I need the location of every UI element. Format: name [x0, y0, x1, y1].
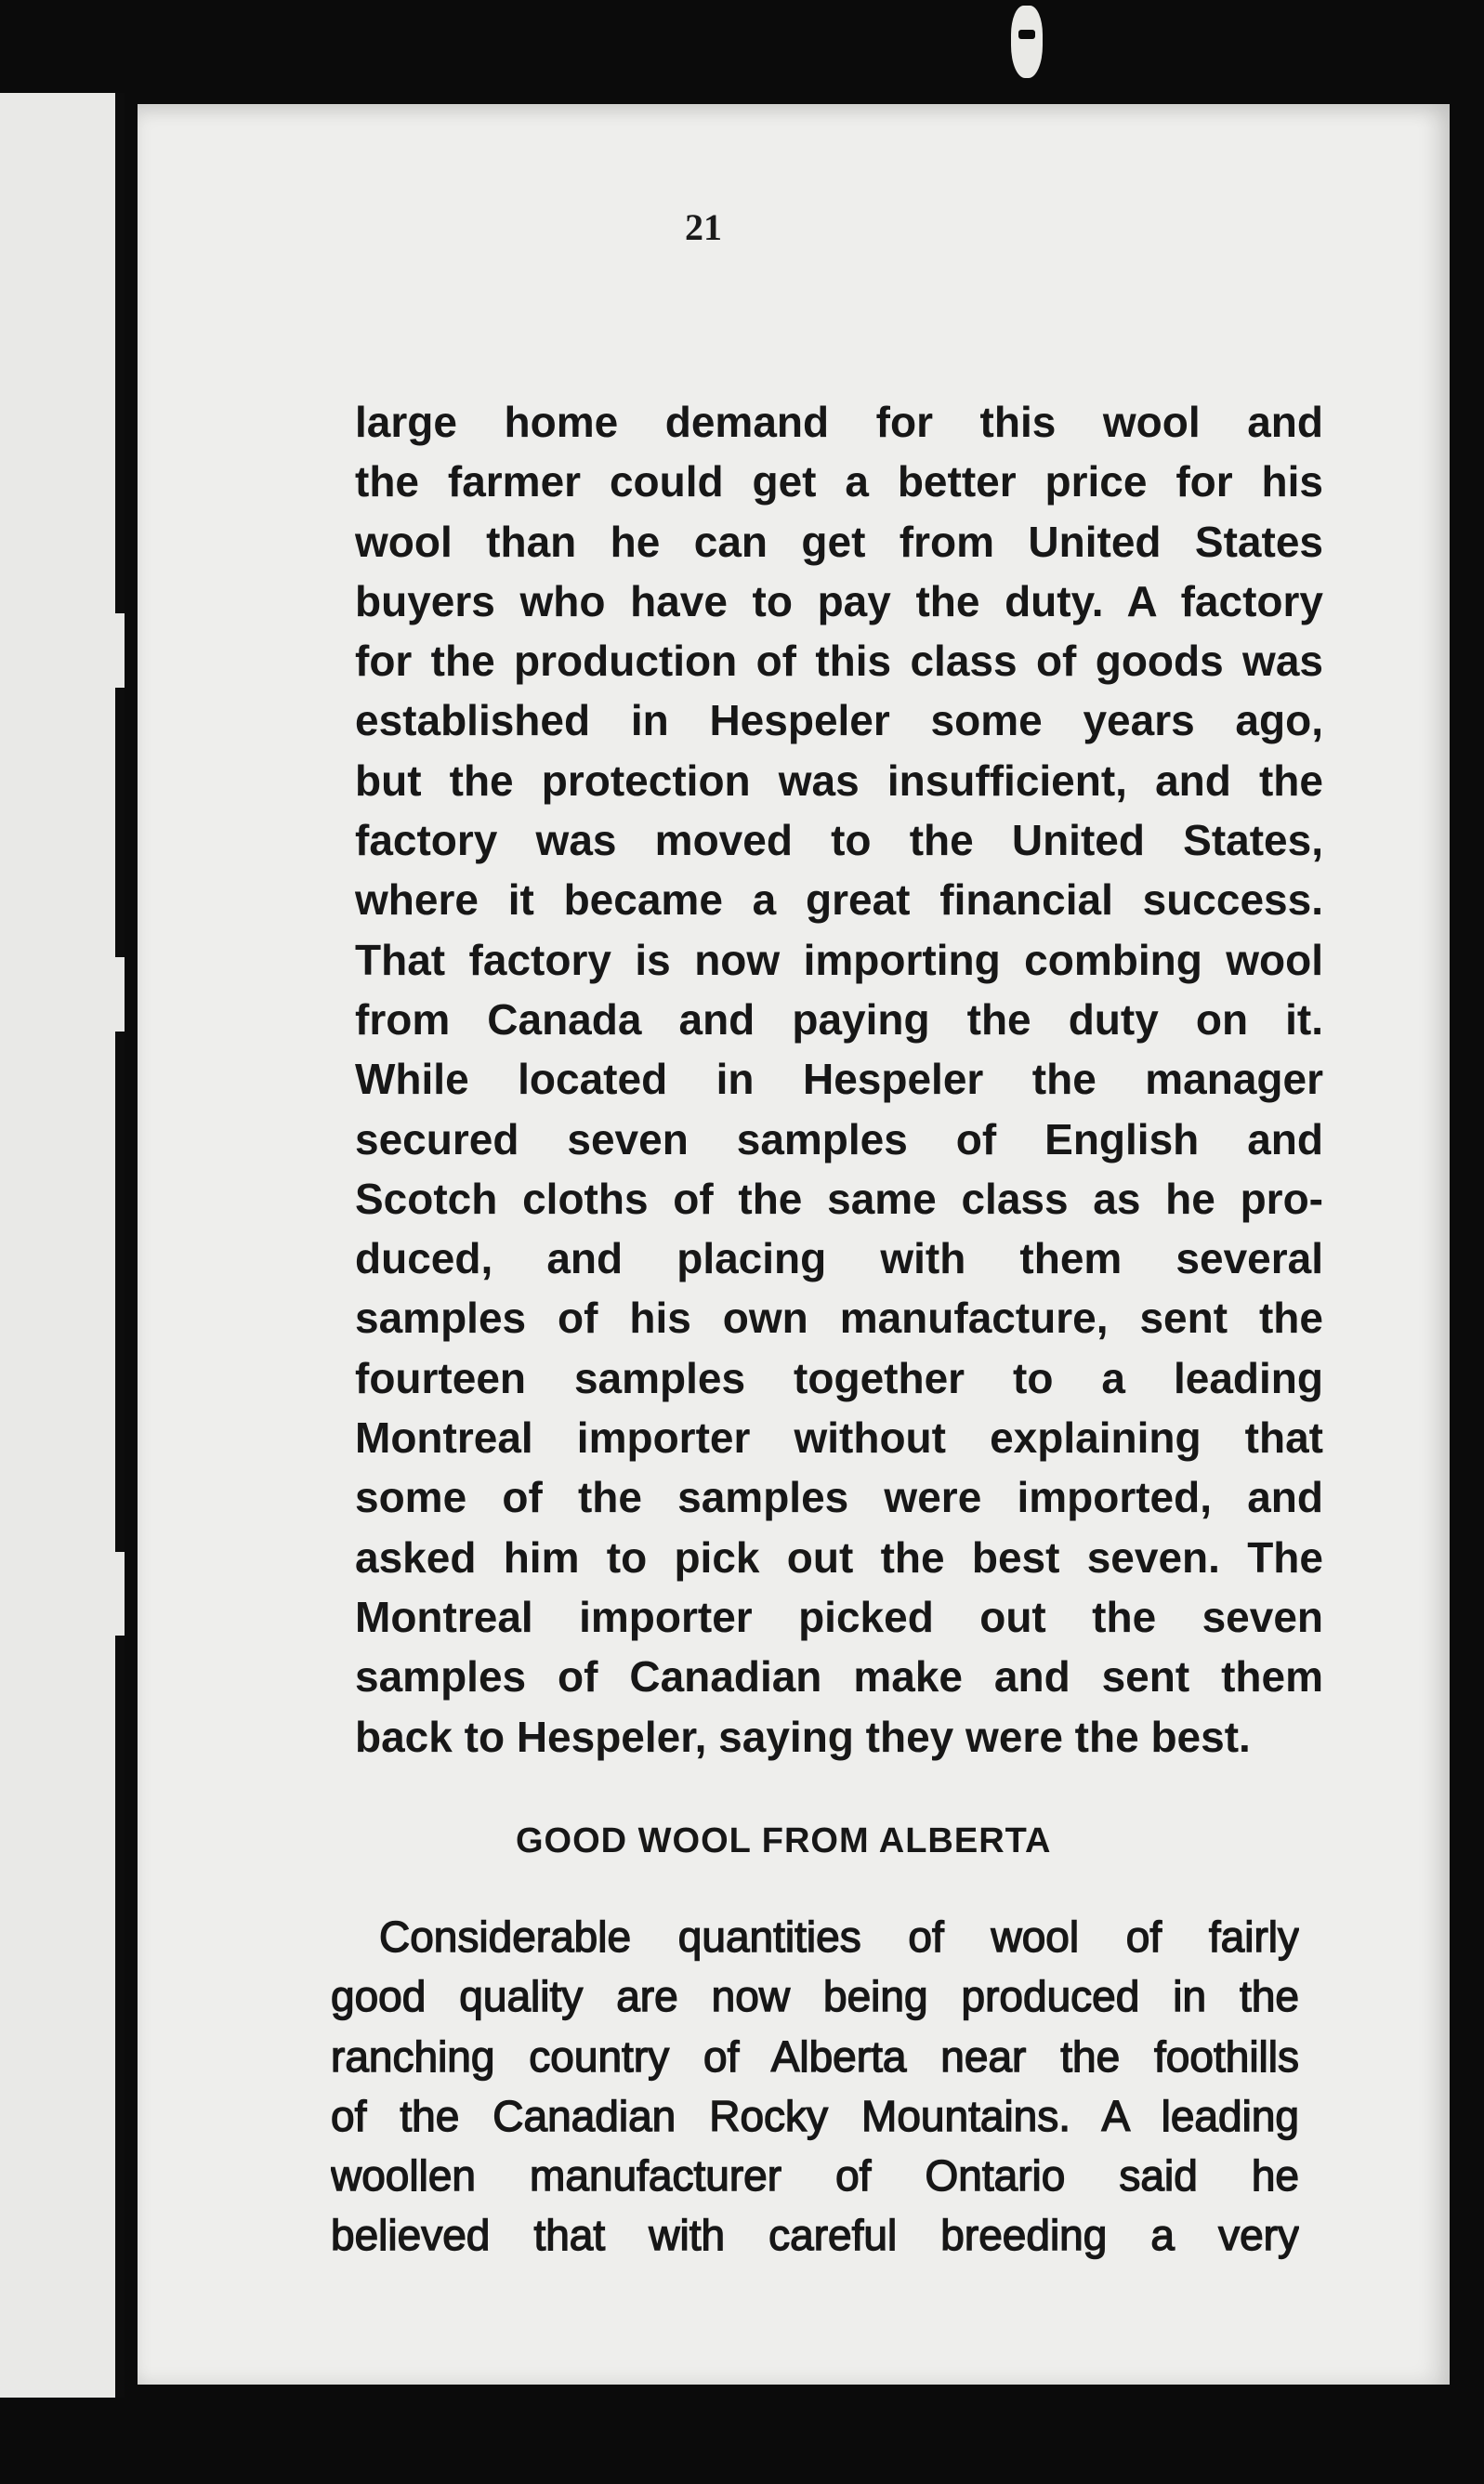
text-line: established in Hespeler some years ago, [355, 696, 1323, 745]
text-line: samples of his own manufacture, sent the [355, 1294, 1323, 1343]
text-line: buyers who have to pay the duty. A factory [355, 576, 1323, 625]
text-line: from Canada and paying the duty on it. [355, 994, 1323, 1044]
text-line: secured seven samples of English and [355, 1114, 1323, 1163]
text-line: but the protection was insufficient, and the [355, 756, 1323, 805]
text-line: back to Hespeler, saying they were the best. [355, 1712, 1251, 1761]
text-line: of the Canadian Rocky Mountains. A leading [331, 2091, 1299, 2140]
text-line: where it became a great financial success. [355, 875, 1323, 925]
text-line: for the production of this class of goods was [355, 637, 1323, 686]
binding-shadow [115, 1032, 125, 1552]
body-paragraph [331, 1907, 1299, 2266]
text-line: good quality are now being produced in the [331, 1972, 1299, 2021]
page-number: 21 [685, 206, 722, 248]
text-line: That factory is now importing combing wool [355, 935, 1323, 984]
text-line: Considerable quantities of wool of fairly [379, 1912, 1299, 1961]
text-line: ranching country of Alberta near the foothills [331, 2031, 1299, 2081]
text-line: Montreal importer picked out the seven [355, 1592, 1323, 1641]
scan-artifact-mark [1011, 6, 1043, 78]
text-line: While located in Hespeler the manager [355, 1055, 1323, 1104]
text-line: samples of Canadian make and sent them [355, 1652, 1323, 1702]
text-line: fourteen samples together to a leading [355, 1353, 1323, 1402]
text-line: asked him to pick out the best seven. The [355, 1532, 1323, 1582]
text-line: Scotch cloths of the same class as he pro- [355, 1174, 1323, 1223]
text-line: woollen manufacturer of Ontario said he [331, 2151, 1299, 2201]
text-line: the farmer could get a better price for his [355, 457, 1323, 506]
section-heading: GOOD WOOL FROM ALBERTA [516, 1821, 1052, 1860]
text-line: Montreal importer without explaining that [355, 1413, 1323, 1463]
binding-shadow [115, 93, 125, 613]
text-line: believed that with careful breeding a very [331, 2211, 1299, 2260]
text-line: wool than he can get from United States [355, 517, 1323, 566]
text-line: large home demand for this wool and [355, 398, 1323, 446]
binding-shadow [115, 688, 125, 957]
binding-shadow [115, 1636, 125, 2398]
facing-page-edge [0, 93, 125, 2398]
body-paragraph [355, 392, 1323, 1767]
text-line: some of the samples were imported, and [355, 1473, 1323, 1522]
text-line: duced, and placing with them several [355, 1234, 1323, 1283]
text-line: factory was moved to the United States, [355, 816, 1323, 865]
